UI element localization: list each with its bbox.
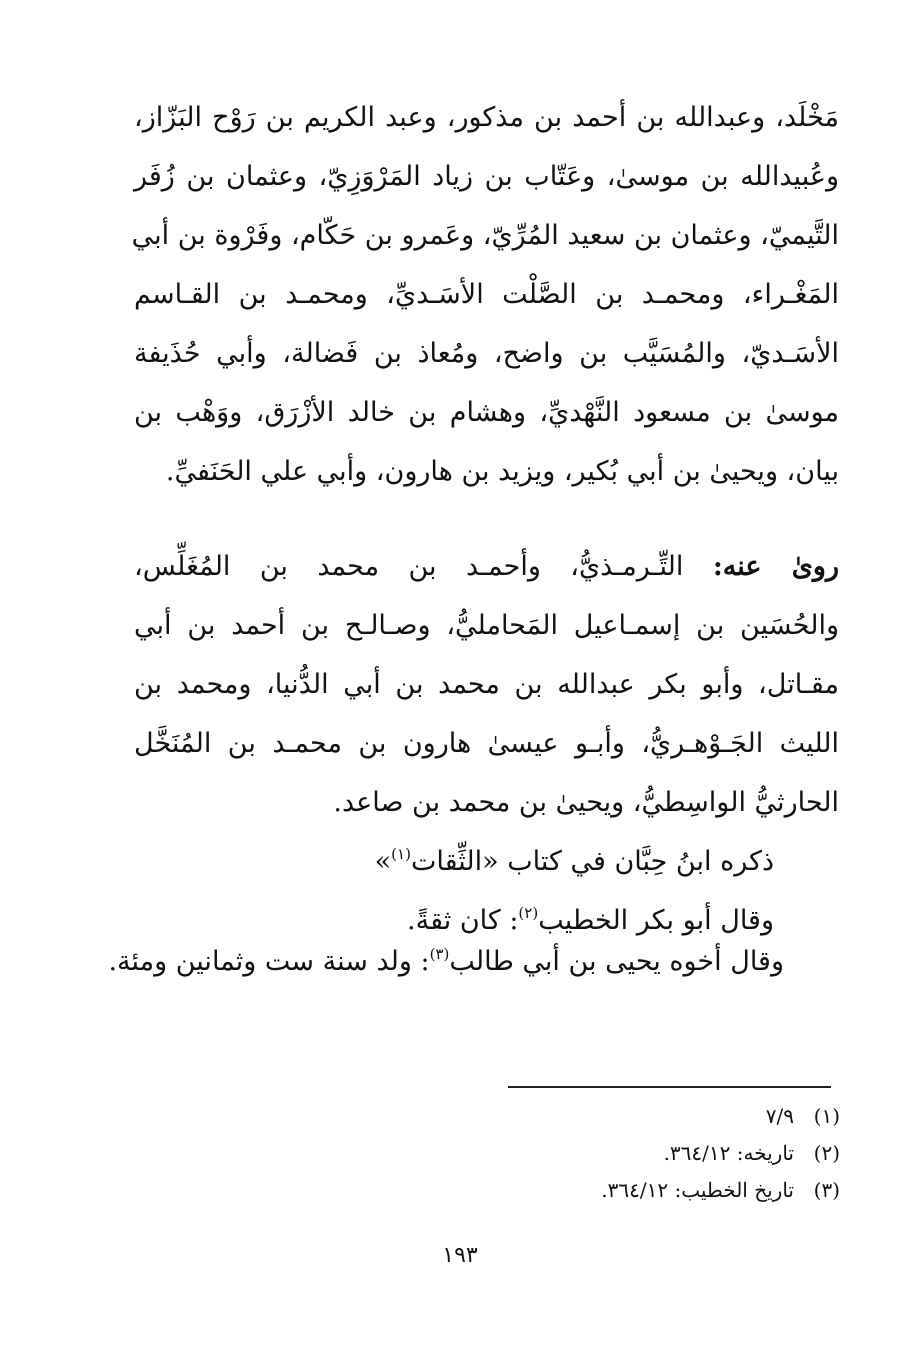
text-line: مقـاتل، وأبو بكر عبدالله بن محمد بن أبي الدُّنيا، ومحمد بن xyxy=(134,669,839,700)
text-line: الأسَـديّ، والمُسَيَّب بن واضح، ومُعاذ بن فَضالة، وأبي حُذَيفة xyxy=(134,338,839,369)
footnote-ref-3[interactable]: (٣) xyxy=(429,945,450,963)
paragraph-teachers xyxy=(131,88,839,501)
footnote-text: ٧/٩ xyxy=(765,1104,794,1128)
mention-text-rest: : ولد سنة ست وثمانين ومئة. xyxy=(108,946,430,977)
paragraph-narrators xyxy=(134,537,839,832)
text-line: الليث الجَـوْهـريُّ، وأبـو عيسىٰ هارون بن محمـد بن المُنَخَّل xyxy=(134,728,839,759)
footnote-divider xyxy=(508,1086,831,1088)
text-line: الحارثيُّ الواسِطيُّ، ويحيىٰ بن محمد بن صاعد. xyxy=(333,787,839,818)
text-line-first xyxy=(134,537,839,596)
mention-line-brother xyxy=(108,932,784,991)
footnote-3 xyxy=(400,1172,840,1209)
text-line: مَخْلَد، وعبدالله بن أحمد بن مذكور، وعبد الكريم بن رَوْح البَزّاز، xyxy=(134,102,839,133)
footnote-text: تاريخ الخطيب: ٣٦٤/١٢. xyxy=(601,1178,794,1202)
footnote-2 xyxy=(400,1135,840,1172)
mention-text-rest: : كان ثقةً. xyxy=(407,905,519,936)
footnote-number: (٢) xyxy=(813,1141,840,1165)
text-line: المَغْـراء، ومحمـد بن الصَّلْت الأسَـديِّ، ومحمـد بن القـاسم xyxy=(134,279,839,310)
mention-close-quote: » xyxy=(374,846,392,877)
footnote-1 xyxy=(400,1098,840,1135)
text-line-body: التِّـرمـذيُّ، وأحمـد بن محمد بن المُغَلِّس، xyxy=(134,551,684,582)
text-line: موسىٰ بن مسعود النَّهْديِّ، وهشام بن خالد الأزْرَق، ووَهْب بن xyxy=(134,397,839,428)
section-lead: روىٰ عنه: xyxy=(712,551,839,582)
footnotes xyxy=(400,1098,840,1209)
footnote-number: (٣) xyxy=(813,1178,840,1202)
text-line: التَّيميّ، وعثمان بن سعيد المُرِّيّ، وعَمرو بن حَكّام، وفَرْوة بن أبي xyxy=(131,220,839,251)
text-line: وعُبيدالله بن موسىٰ، وعَتّاب بن زياد المَرْوَزِيّ، وعثمان بن زُفَر xyxy=(134,161,839,192)
footnote-ref-1[interactable]: (١) xyxy=(391,845,411,863)
text-line: والحُسَين بن إسمـاعيل المَحامليُّ، وصـالـح بن أحمد بن أبي xyxy=(134,610,839,641)
mention-line-ibn-hibban xyxy=(134,832,774,891)
footnote-ref-2[interactable]: (٢) xyxy=(518,904,539,922)
mention-text: وقال أخوه يحيى بن أبي طالب xyxy=(449,946,784,977)
page-number: ١٩٣ xyxy=(442,1243,478,1268)
mention-text: وقال أبو بكر الخطيب xyxy=(538,905,774,936)
footnote-text: تاريخه: ٣٦٤/١٢. xyxy=(663,1141,794,1165)
mention-text: ذكره ابنُ حِبَّان في كتاب «الثِّقات xyxy=(410,846,774,877)
footnote-number: (١) xyxy=(813,1104,840,1128)
text-line: بيان، ويحيىٰ بن أبي بُكير، ويزيد بن هارون، وأبي علي الحَنَفيِّ. xyxy=(165,456,839,487)
